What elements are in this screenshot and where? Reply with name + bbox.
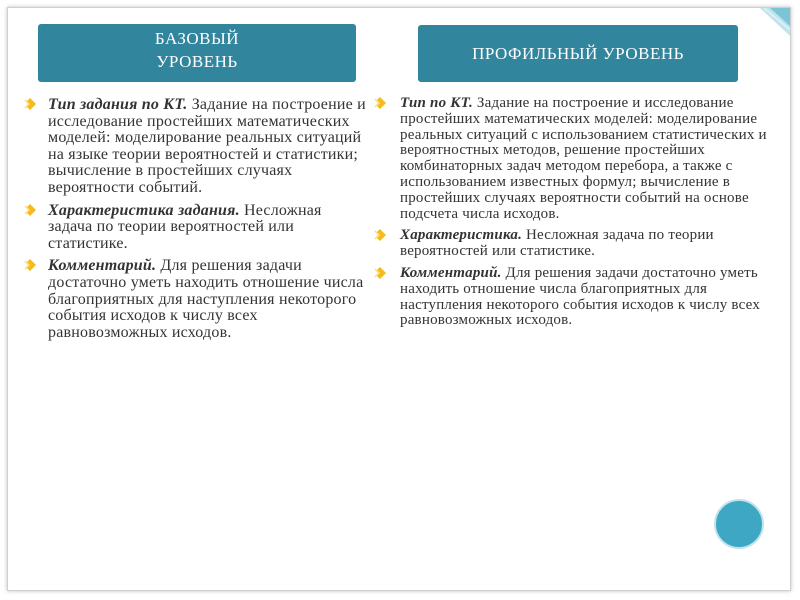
basic-task-type-label: Тип задания по КТ. [48, 96, 188, 113]
circle-decoration [714, 499, 764, 549]
basic-comment-label: Комментарий. [48, 257, 157, 275]
basic-level-header [38, 24, 356, 82]
bullet-icon [24, 98, 36, 110]
bullet-icon [24, 204, 36, 216]
basic-comment-text: Для решения задачи достаточно уметь находить отношение числа благоприятных для наступления некоторого события исходов к числу всех равновозможных исходов. [48, 257, 364, 341]
basic-comment-item [48, 258, 366, 341]
profile-task-type-label: Тип по КТ. [400, 95, 473, 111]
profile-comment-text: Для решения задачи достаточно уметь находить отношение числа благоприятных для наступления некоторого события исходов к числу всех равновозможных исходов. [400, 264, 761, 329]
profile-comment-item [400, 266, 772, 329]
profile-level-header-text: ПРОФИЛЬНЫЙ УРОВЕНЬ [472, 44, 684, 63]
basic-level-header-line2: УРОВЕНЬ [156, 52, 238, 71]
basic-level-header-line1: БАЗОВЫЙ [154, 29, 240, 48]
basic-characteristic-item [48, 203, 366, 253]
profile-level-header [418, 25, 738, 82]
bullet-icon [374, 229, 386, 241]
profile-characteristic-text: Несложная задача по теории вероятностей или статистике. [400, 227, 714, 260]
basic-characteristic-label: Характеристика задания. [48, 201, 240, 219]
profile-level-column [400, 96, 772, 335]
bullet-icon [24, 259, 36, 271]
profile-task-type-item [400, 96, 772, 222]
profile-characteristic-item [400, 228, 772, 260]
profile-characteristic-label: Характеристика. [400, 227, 523, 244]
basic-characteristic-text: Несложная задача по теории вероятностей или статистике. [48, 201, 322, 252]
basic-task-type-item [48, 97, 366, 197]
bullet-icon [374, 97, 386, 109]
profile-task-type-text: Задание на построение и исследование простейших математических моделей: моделирование реальных ситуаций с использованием статистических и вероятностных методов, решение простейших комбинаторных задач методом перебора, а также с использованием известных формул; вычисление в простейших случаях вероятности событий на основе подсчета числа исходов. [400, 95, 767, 222]
basic-level-column [48, 97, 366, 347]
bullet-icon [374, 267, 386, 279]
profile-comment-label: Комментарий. [400, 264, 502, 281]
basic-task-type-text: Задание на построение и исследование простейших математических моделей: моделирование реальных ситуаций на языке теории вероятностей и статистики; вычисление в простейших случаях вероятности событий. [48, 96, 366, 196]
